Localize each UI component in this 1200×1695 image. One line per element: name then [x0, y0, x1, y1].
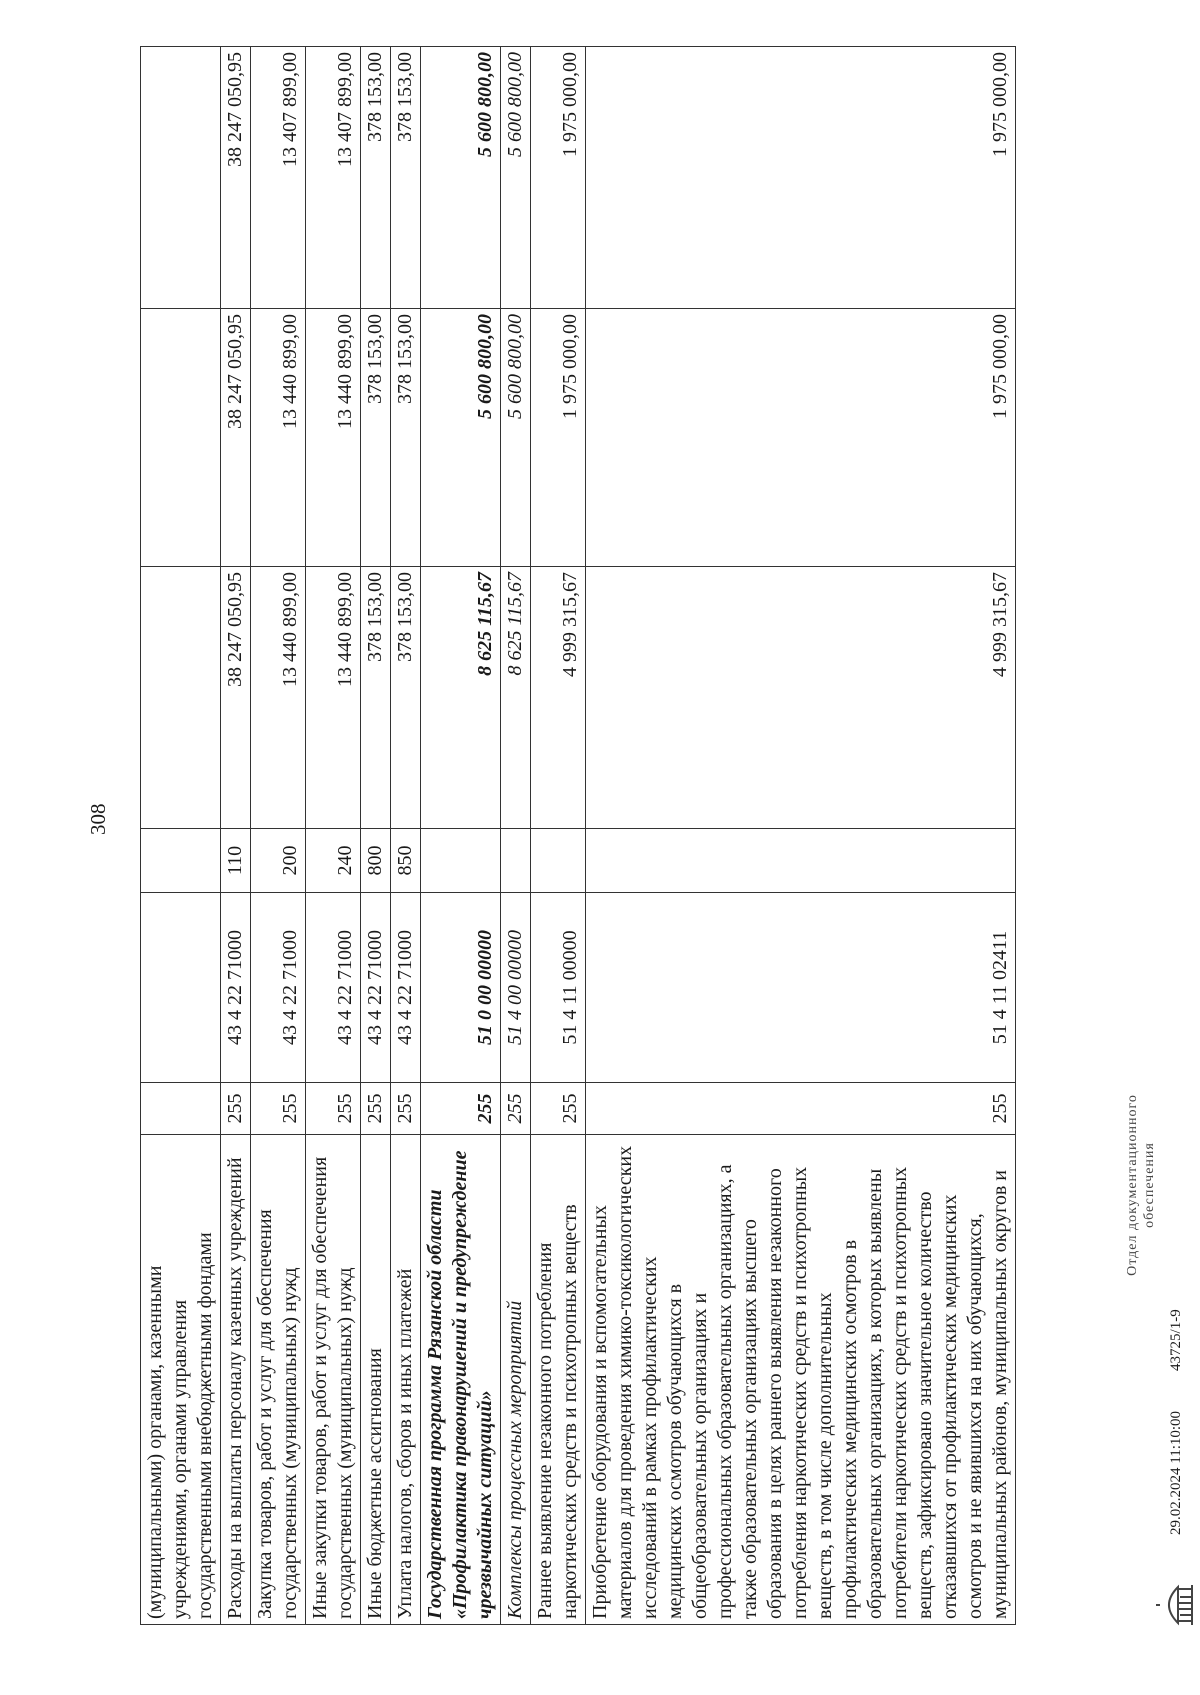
row-amount-3 [141, 47, 221, 309]
row-code [141, 1083, 221, 1135]
row-name: Государственная программа Рязанской области «Профилактика правонарушений и предупреждение чрезвычайных ситуаций» [421, 1135, 501, 1625]
row-code: 255 [251, 1083, 306, 1135]
stamp-line-2: обеспечения [1141, 1142, 1157, 1228]
row-amount-3: 13 407 899,00 [306, 47, 361, 309]
table-row [361, 47, 391, 1625]
stamp-line-1: Отдел документационного [1125, 1094, 1140, 1276]
table-row [421, 47, 501, 1625]
row-vr: 240 [306, 829, 361, 893]
row-csr: 51 4 11 00000 [531, 893, 586, 1083]
row-amount-1: 4 999 315,67 [586, 567, 1016, 829]
row-csr: 43 4 22 71000 [306, 893, 361, 1083]
row-amount-3: 5 600 800,00 [421, 47, 501, 309]
row-csr: 43 4 22 71000 [361, 893, 391, 1083]
row-amount-1: 38 247 050,95 [221, 567, 251, 829]
row-amount-2: 38 247 050,95 [221, 309, 251, 567]
table-row [251, 47, 306, 1625]
table-row [501, 47, 531, 1625]
row-amount-3: 378 153,00 [361, 47, 391, 309]
table-row [141, 47, 221, 1625]
row-code: 255 [306, 1083, 361, 1135]
row-code: 255 [391, 1083, 421, 1135]
table-row [221, 47, 251, 1625]
row-vr: 800 [361, 829, 391, 893]
row-amount-3: 38 247 050,95 [221, 47, 251, 309]
footer-date: 29.02.2024 11:10:00 [1168, 1410, 1184, 1535]
row-amount-2 [141, 309, 221, 567]
table-row [531, 47, 586, 1625]
row-name: (муниципальными) органами, казенными учреждениями, органами управления государственными внебюджетными фондами [141, 1135, 221, 1625]
row-amount-2: 378 153,00 [391, 309, 421, 567]
row-amount-3: 378 153,00 [391, 47, 421, 309]
row-amount-2: 13 440 899,00 [306, 309, 361, 567]
table-row [391, 47, 421, 1625]
row-amount-2: 378 153,00 [361, 309, 391, 567]
row-amount-3: 1 975 000,00 [586, 47, 1016, 309]
row-csr: 43 4 22 71000 [221, 893, 251, 1083]
row-csr: 51 0 00 00000 [421, 893, 501, 1083]
row-vr [501, 829, 531, 893]
row-vr [586, 829, 1016, 893]
row-vr [531, 829, 586, 893]
row-amount-3: 5 600 800,00 [501, 47, 531, 309]
footer-doc-id: 43725/1-9 [1168, 1309, 1184, 1371]
row-amount-1: 378 153,00 [361, 567, 391, 829]
row-vr [421, 829, 501, 893]
row-amount-1: 13 440 899,00 [306, 567, 361, 829]
budget-table [140, 46, 1016, 1625]
department-stamp [1125, 1075, 1159, 1295]
row-amount-2: 1 975 000,00 [586, 309, 1016, 567]
row-name: Раннее выявление незаконного потребления наркотических средств и психотропных веществ [531, 1135, 586, 1625]
row-amount-3: 1 975 000,00 [531, 47, 586, 309]
row-csr: 51 4 00 00000 [501, 893, 531, 1083]
row-name: Приобретение оборудования и вспомогательных материалов для проведения химико-токсикологических исследований в рамках профилактических медицинских осмотров обучающихся в общеобразовательных организациях и профессиональных образовательных организациях, а также образовательных организациях высшего образования в целях раннего выявления незаконного потребления наркотических средств и психотропных веществ, в том числе дополнительных профилактических медицинских осмотров в образовательных организациях, в которых выявлены потребители наркотических средств и психотропных веществ, зафиксировано значительное количество отказавшихся от профилактических медицинских осмотров и не явившихся на них обучающихся, муниципальных районов, муниципальных округов и [586, 1135, 1016, 1625]
row-amount-2: 5 600 800,00 [421, 309, 501, 567]
row-name: Закупка товаров, работ и услуг для обеспечения государственных (муниципальных) нужд [251, 1135, 306, 1625]
row-csr: 51 4 11 02411 [586, 893, 1016, 1083]
row-amount-1: 8 625 115,67 [421, 567, 501, 829]
row-vr: 200 [251, 829, 306, 893]
row-name: Расходы на выплаты персоналу казенных учреждений [221, 1135, 251, 1625]
row-vr: 850 [391, 829, 421, 893]
page-number: 308 [86, 803, 110, 835]
row-amount-2: 13 440 899,00 [251, 309, 306, 567]
duma-logo-icon [1156, 1575, 1200, 1635]
table-row [306, 47, 361, 1625]
row-name: Уплата налогов, сборов и иных платежей [391, 1135, 421, 1625]
row-csr [141, 893, 221, 1083]
row-amount-3: 13 407 899,00 [251, 47, 306, 309]
row-name: Комплексы процессных мероприятий [501, 1135, 531, 1625]
row-csr: 43 4 22 71000 [251, 893, 306, 1083]
row-code: 255 [421, 1083, 501, 1135]
row-amount-1: 8 625 115,67 [501, 567, 531, 829]
row-csr: 43 4 22 71000 [391, 893, 421, 1083]
footer [1168, 1309, 1185, 1535]
row-code: 255 [501, 1083, 531, 1135]
row-vr [141, 829, 221, 893]
row-amount-2: 5 600 800,00 [501, 309, 531, 567]
row-code: 255 [221, 1083, 251, 1135]
row-amount-2: 1 975 000,00 [531, 309, 586, 567]
row-amount-1: 378 153,00 [391, 567, 421, 829]
table-row [586, 47, 1016, 1625]
row-amount-1: 13 440 899,00 [251, 567, 306, 829]
row-name: Иные бюджетные ассигнования [361, 1135, 391, 1625]
row-code: 255 [586, 1083, 1016, 1135]
row-code: 255 [361, 1083, 391, 1135]
row-amount-1 [141, 567, 221, 829]
row-code: 255 [531, 1083, 586, 1135]
row-vr: 110 [221, 829, 251, 893]
row-name: Иные закупки товаров, работ и услуг для обеспечения государственных (муниципальных) нужд [306, 1135, 361, 1625]
row-amount-1: 4 999 315,67 [531, 567, 586, 829]
